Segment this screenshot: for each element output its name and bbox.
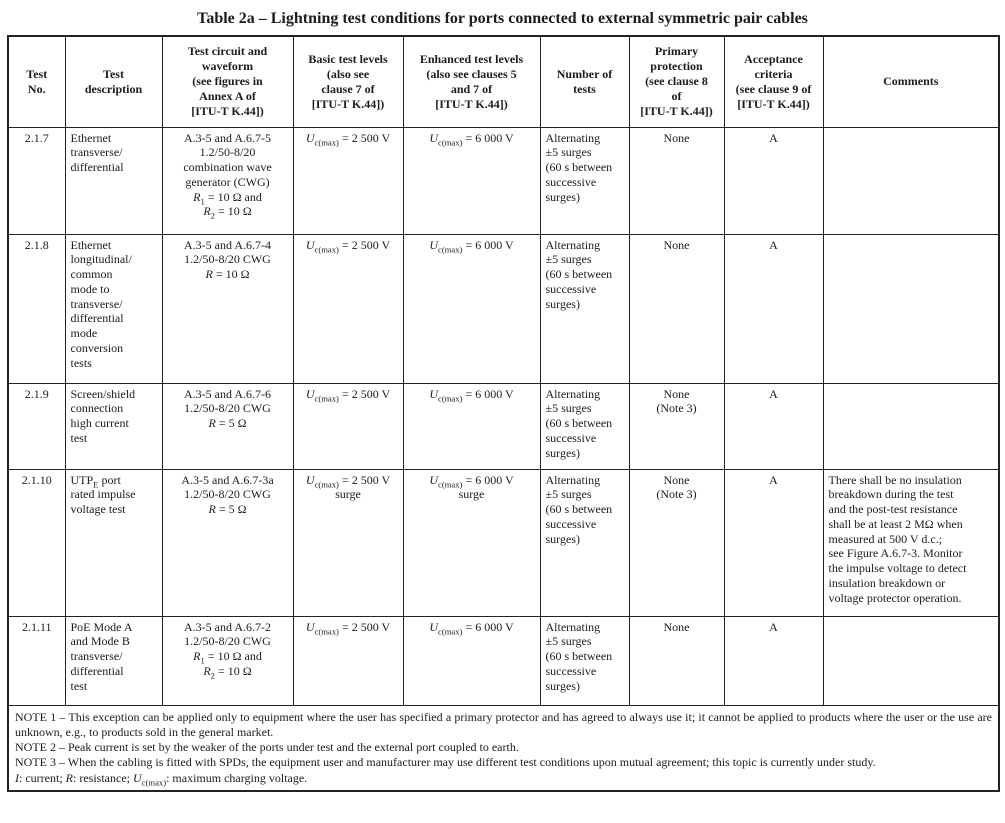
cell-protection: None (Note 3) <box>629 383 724 469</box>
cell-protection: None <box>629 616 724 705</box>
header-cell-acceptance: Acceptance criteria (see clause 9 of [ITU-T K.44]) <box>724 36 823 127</box>
cell-comments <box>823 234 999 383</box>
cell-test-no: 2.1.8 <box>8 234 65 383</box>
cell-acceptance: A <box>724 127 823 234</box>
cell-circuit: A.3-5 and A.6.7-2 1.2/50-8/20 CWG $R_1 = 10$ Ω and $R_2 = 10$ Ω <box>162 616 293 705</box>
cell-comments <box>823 616 999 705</box>
cell-basic: $U_{c(max)} = 2$ 500 V <box>293 234 403 383</box>
cell-comments: There shall be no insulation breakdown during the test and the post-test resistance shall be at least 2 MΩ when measured at 500 V d.c.; see Figure A.6.7-3. Monitor the impulse voltage to detect insulation breakdown or voltage protector operation. <box>823 469 999 616</box>
cell-basic: $U_{c(max)} = 2$ 500 V <box>293 383 403 469</box>
table-title: Table 2a – Lightning test conditions for ports connected to external symmetric pair cables <box>197 10 808 27</box>
cell-protection: None (Note 3) <box>629 469 724 616</box>
note-line: NOTE 3 – When the cabling is fitted with SPDs, the equipment user and manufacturer may use different test conditions upon mutual agreement; this topic is currently under study. <box>15 755 876 770</box>
header-cell-protection: Primary protection (see clause 8 of [ITU-T K.44]) <box>629 36 724 127</box>
cell-basic: $U_{c(max)} = 2$ 500 V <box>293 127 403 234</box>
cell-num-tests: Alternating ±5 surges (60 s between successive surges) <box>540 127 629 234</box>
cell-enhanced: $U_{c(max)} = 6$ 000 V <box>403 616 540 705</box>
cell-basic: $U_{c(max)} = 2$ 500 V <box>293 616 403 705</box>
cell-circuit: A.3-5 and A.6.7-5 1.2/50-8/20 combination wave generator (CWG) $R_1 = 10$ Ω and $R_2 = 10$ Ω <box>162 127 293 234</box>
table-row <box>8 234 999 383</box>
cell-enhanced: $U_{c(max)} = 6$ 000 V <box>403 234 540 383</box>
header-row <box>8 36 999 127</box>
cell-description: $UTP_E$ port rated impulse voltage test <box>65 469 162 616</box>
table-row <box>8 127 999 234</box>
cell-protection: None <box>629 127 724 234</box>
table-header <box>8 36 999 127</box>
cell-test-no: 2.1.10 <box>8 469 65 616</box>
table-row <box>8 469 999 616</box>
cell-protection: None <box>629 234 724 383</box>
cell-comments <box>823 127 999 234</box>
cell-circuit: A.3-5 and A.6.7-4 1.2/50-8/20 CWG R = 10 Ω <box>162 234 293 383</box>
lightning-test-table <box>7 35 1000 792</box>
note-line: NOTE 1 – This exception can be applied only to equipment where the user has specified a primary protector and has agreed to always use it; it cannot be applied to products where the user or the use are unknown, e.g., to products sold in the general market. <box>15 709 992 739</box>
cell-acceptance: A <box>724 469 823 616</box>
table-row <box>8 616 999 705</box>
cell-test-no: 2.1.9 <box>8 383 65 469</box>
header-cell-description: Test description <box>65 36 162 127</box>
notes-row <box>8 705 999 791</box>
cell-acceptance: A <box>724 383 823 469</box>
note-line: NOTE 2 – Peak current is set by the weaker of the ports under test and the external port coupled to earth. <box>15 740 519 755</box>
cell-description: Screen/shield connection high current test <box>65 383 162 469</box>
note-line: I: current; R: resistance; $U_{c(max)}$: maximum charging voltage. <box>15 770 308 788</box>
cell-comments <box>823 383 999 469</box>
cell-enhanced: $U_{c(max)} = 6$ 000 V <box>403 383 540 469</box>
header-cell-test-no: Test No. <box>8 36 65 127</box>
header-cell-enhanced: Enhanced test levels (also see clauses 5 and 7 of [ITU-T K.44]) <box>403 36 540 127</box>
cell-enhanced: $U_{c(max)} = 6$ 000 V surge <box>403 469 540 616</box>
cell-num-tests: Alternating ±5 surges (60 s between successive surges) <box>540 234 629 383</box>
cell-description: Ethernet transverse/ differential <box>65 127 162 234</box>
header-cell-circuit: Test circuit and waveform (see figures in Annex A of [ITU-T K.44]) <box>162 36 293 127</box>
cell-test-no: 2.1.7 <box>8 127 65 234</box>
cell-basic: $U_{c(max)} = 2$ 500 V surge <box>293 469 403 616</box>
cell-test-no: 2.1.11 <box>8 616 65 705</box>
table-row <box>8 383 999 469</box>
cell-description: Ethernet longitudinal/ common mode to transverse/ differential mode conversion tests <box>65 234 162 383</box>
cell-enhanced: $U_{c(max)} = 6$ 000 V <box>403 127 540 234</box>
header-cell-basic: Basic test levels (also see clause 7 of [ITU-T K.44]) <box>293 36 403 127</box>
cell-circuit: A.3-5 and A.6.7-3a 1.2/50-8/20 CWG R = 5 Ω <box>162 469 293 616</box>
cell-description: PoE Mode A and Mode B transverse/ differential test <box>65 616 162 705</box>
cell-num-tests: Alternating ±5 surges (60 s between successive surges) <box>540 469 629 616</box>
cell-acceptance: A <box>724 234 823 383</box>
header-cell-num-tests: Number of tests <box>540 36 629 127</box>
header-cell-comments: Comments <box>823 36 999 127</box>
cell-num-tests: Alternating ±5 surges (60 s between successive surges) <box>540 383 629 469</box>
cell-num-tests: Alternating ±5 surges (60 s between successive surges) <box>540 616 629 705</box>
cell-acceptance: A <box>724 616 823 705</box>
notes-section <box>8 705 999 791</box>
cell-circuit: A.3-5 and A.6.7-6 1.2/50-8/20 CWG R = 5 Ω <box>162 383 293 469</box>
